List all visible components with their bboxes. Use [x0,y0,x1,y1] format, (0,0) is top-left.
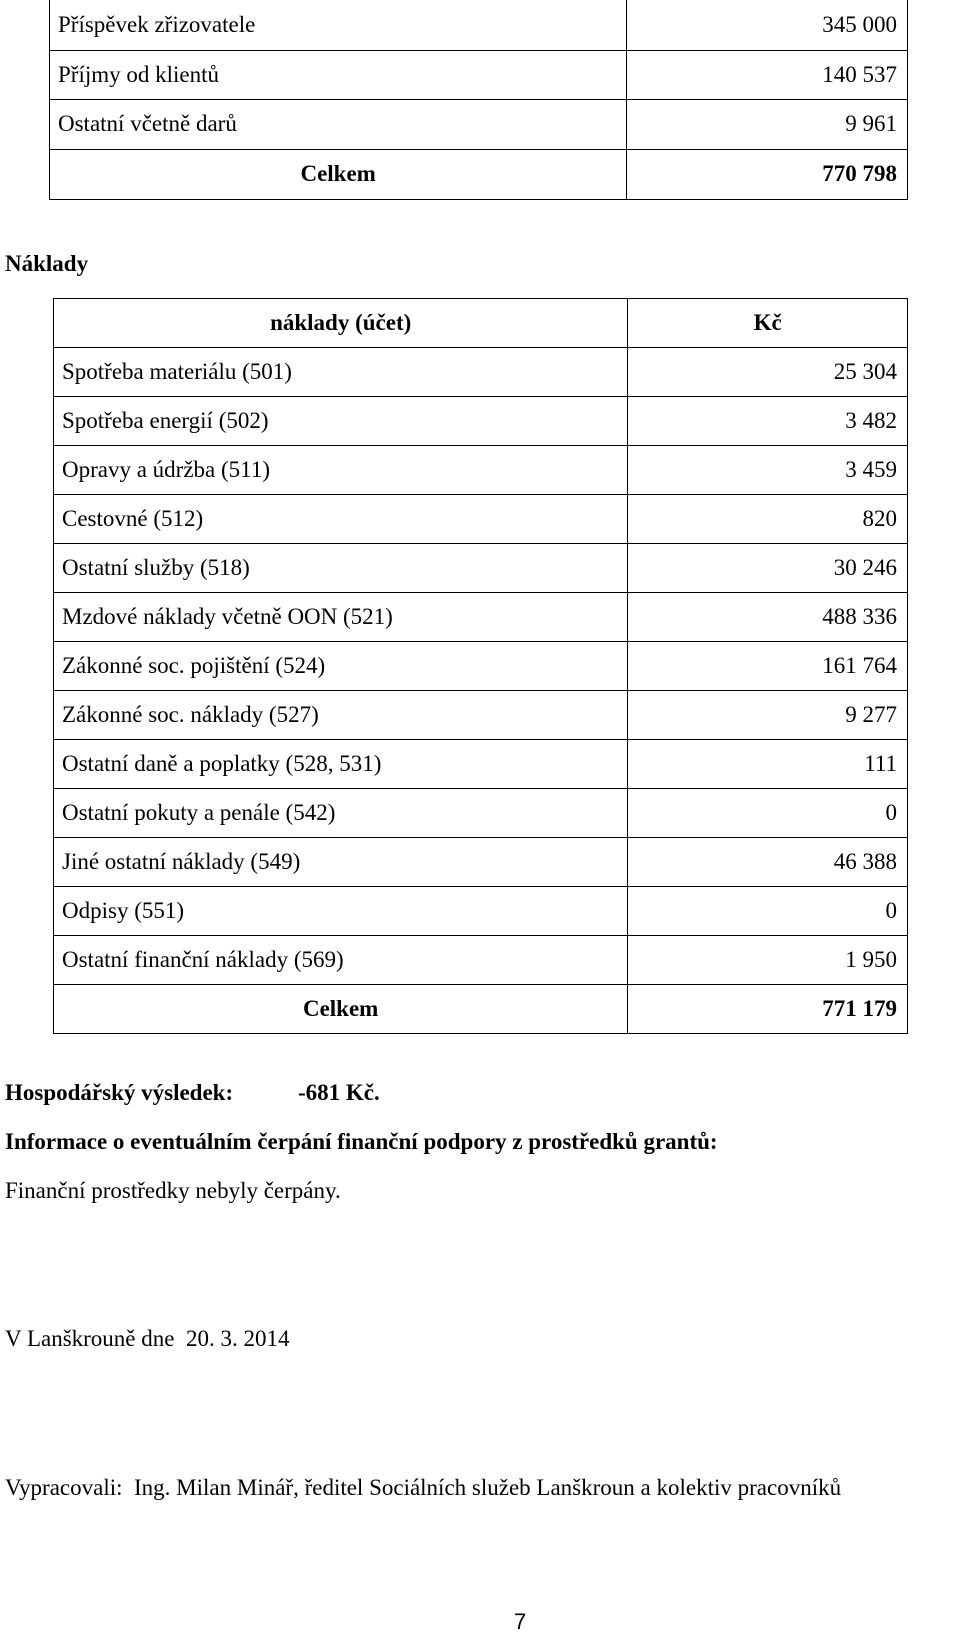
prepared-by [5,1475,841,1501]
place-date [5,1326,289,1352]
costs-heading: Náklady [5,251,89,276]
row-label: Zákonné soc. náklady (527) [54,691,628,740]
row-label: Příjmy od klientů [50,50,627,99]
table-row [54,544,908,593]
row-label: Ostatní daně a poplatky (528, 531) [54,740,628,789]
row-label: Příspěvek zřizovatele [50,0,627,50]
table-row [54,740,908,789]
row-value: 46 388 [628,838,908,887]
table-row [54,838,908,887]
row-value: 9 961 [627,99,908,149]
grants-heading: Informace o eventuálním čerpání finanční podpory z prostředků grantů: [5,1129,718,1154]
table-row [54,593,908,642]
total-label: Celkem [50,149,627,199]
row-value: 1 950 [628,936,908,985]
row-value: 0 [628,887,908,936]
row-label: Spotřeba materiálu (501) [54,348,628,397]
table-row [54,936,908,985]
row-value: 488 336 [628,593,908,642]
page-number: 7 [514,1609,527,1634]
row-value: 0 [628,789,908,838]
prepared-by-label: Vypracovali: [5,1475,123,1500]
table-row [54,446,908,495]
row-value: 30 246 [628,544,908,593]
income-table [49,0,908,200]
row-value: 345 000 [627,0,908,50]
table-row [50,99,908,149]
prepared-by-names: Ing. Milan Minář, ředitel Sociálních služeb Lanškroun a kolektiv pracovníků [134,1475,842,1500]
row-value: 820 [628,495,908,544]
row-label: Ostatní včetně darů [50,99,627,149]
row-label: Zákonné soc. pojištění (524) [54,642,628,691]
row-label: Jiné ostatní náklady (549) [54,838,628,887]
row-value: 140 537 [627,50,908,99]
table-total-row [54,985,908,1034]
row-value: 25 304 [628,348,908,397]
result-label: Hospodářský výsledek: [5,1080,234,1105]
table-row [50,0,908,50]
place-text: V Lanškrouně dne [5,1326,175,1351]
costs-table [53,298,908,1034]
row-label: Ostatní finanční náklady (569) [54,936,628,985]
row-label: Spotřeba energií (502) [54,397,628,446]
table-row [54,495,908,544]
table-row [54,397,908,446]
row-label: Ostatní služby (518) [54,544,628,593]
row-label: Ostatní pokuty a penále (542) [54,789,628,838]
table-header-row [54,299,908,348]
table-total-row [50,149,908,199]
table-row [54,789,908,838]
total-value: 770 798 [627,149,908,199]
grants-text: Finanční prostředky nebyly čerpány. [5,1178,341,1203]
header-label: náklady (účet) [54,299,628,348]
table-row [50,50,908,99]
table-row [54,642,908,691]
row-value: 3 482 [628,397,908,446]
total-value: 771 179 [628,985,908,1034]
table-row [54,691,908,740]
total-label: Celkem [54,985,628,1034]
date-text: 20. 3. 2014 [185,1326,290,1351]
row-label: Opravy a údržba (511) [54,446,628,495]
table-row [54,348,908,397]
row-value: 161 764 [628,642,908,691]
row-label: Cestovné (512) [54,495,628,544]
row-label: Mzdové náklady včetně OON (521) [54,593,628,642]
row-value: 111 [628,740,908,789]
row-value: 9 277 [628,691,908,740]
row-label: Odpisy (551) [54,887,628,936]
table-row [54,887,908,936]
row-value: 3 459 [628,446,908,495]
header-value: Kč [628,299,908,348]
result-value: -681 Kč. [298,1080,380,1105]
